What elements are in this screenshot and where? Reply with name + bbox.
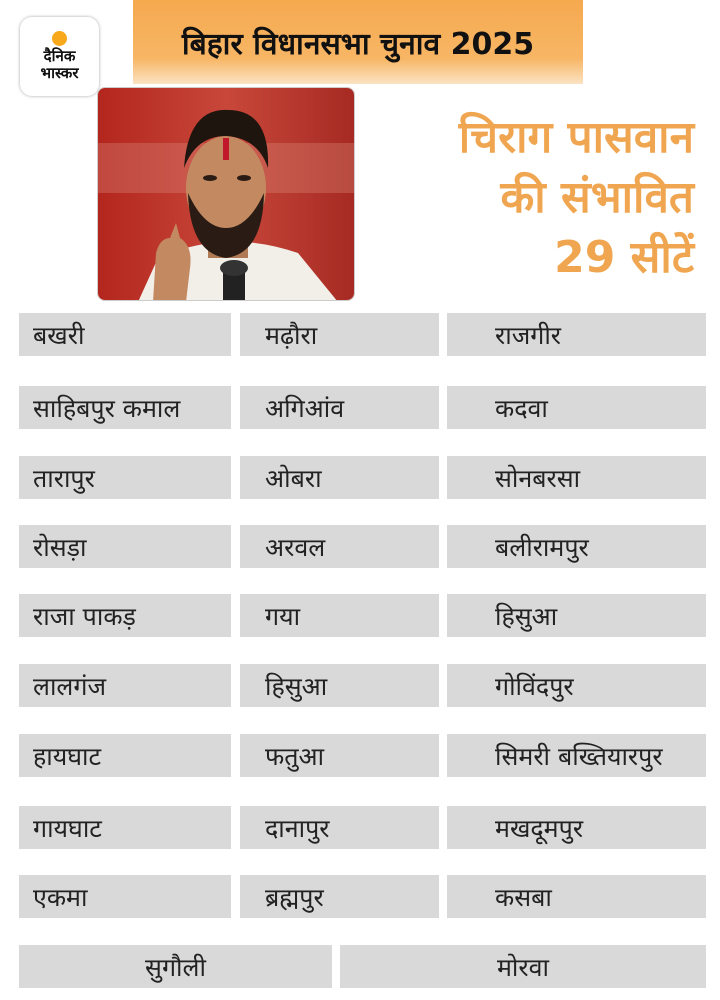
seat-cell: सिमरी बख्तियारपुर — [447, 734, 706, 777]
seat-cell-bottom: सुगौली — [19, 945, 332, 988]
headline — [354, 108, 694, 288]
seat-cell: बखरी — [19, 313, 231, 356]
seat-cell: राजगीर — [447, 313, 706, 356]
seat-cell-bottom: मोरवा — [340, 945, 706, 988]
seat-cell: लालगंज — [19, 664, 231, 707]
seat-cell: रोसड़ा — [19, 525, 231, 568]
seat-cell: गोविंदपुर — [447, 664, 706, 707]
logo-sun-icon — [52, 31, 67, 46]
seat-cell: गया — [240, 594, 439, 637]
seat-cell: अगिआंव — [240, 386, 439, 429]
seat-cell: दानापुर — [240, 806, 439, 849]
dainik-bhaskar-logo — [20, 17, 99, 96]
seat-cell: ब्रह्मपुर — [240, 875, 439, 918]
header-title: बिहार विधानसभा चुनाव 2025 — [181, 26, 535, 62]
seat-cell: हिसुआ — [447, 594, 706, 637]
headline-line1: चिराग पासवान — [458, 112, 694, 163]
logo-line2: भास्कर — [40, 64, 79, 82]
headline-line3: 29 सीटें — [554, 232, 694, 283]
seat-cell: सोनबरसा — [447, 456, 706, 499]
seat-cell: ओबरा — [240, 456, 439, 499]
seat-cell: फतुआ — [240, 734, 439, 777]
seat-cell: एकमा — [19, 875, 231, 918]
header-banner — [133, 0, 583, 84]
seat-cell: तारापुर — [19, 456, 231, 499]
logo-line1: दैनिक — [43, 47, 76, 65]
seat-cell: गायघाट — [19, 806, 231, 849]
seat-cell: कदवा — [447, 386, 706, 429]
seat-cell: हिसुआ — [240, 664, 439, 707]
seat-cell: कसबा — [447, 875, 706, 918]
seat-cell: मढ़ौरा — [240, 313, 439, 356]
seat-cell: अरवल — [240, 525, 439, 568]
seat-cell: बलीरामपुर — [447, 525, 706, 568]
headline-line2: की संभावित — [500, 172, 694, 223]
seat-cell: हायघाट — [19, 734, 231, 777]
portrait-illustration — [98, 88, 355, 301]
seat-cell: मखदूमपुर — [447, 806, 706, 849]
politician-photo — [97, 87, 355, 301]
seat-cell: साहिबपुर कमाल — [19, 386, 231, 429]
seat-cell: राजा पाकड़ — [19, 594, 231, 637]
